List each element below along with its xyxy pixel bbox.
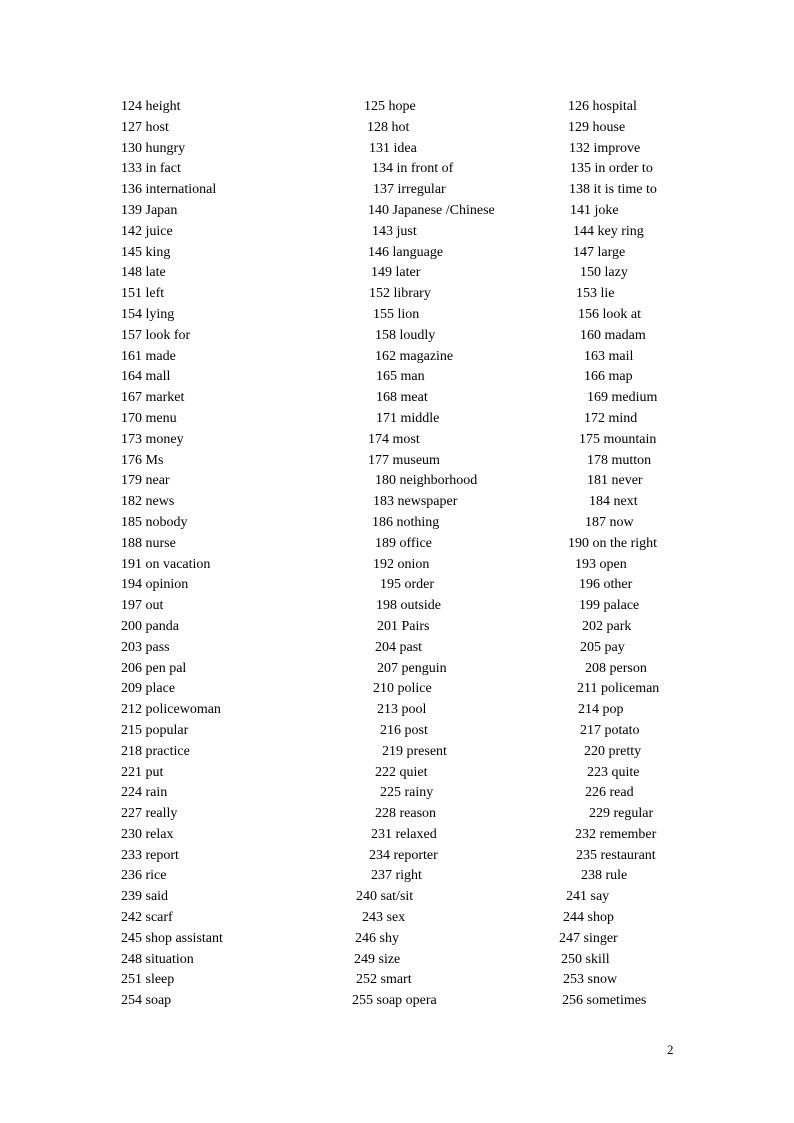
vocabulary-item: 156 look at <box>578 306 641 322</box>
word-row <box>0 263 794 284</box>
word-row <box>0 617 794 638</box>
word-row <box>0 679 794 700</box>
vocabulary-item: 218 practice <box>121 743 190 759</box>
vocabulary-item: 232 remember <box>575 826 657 842</box>
vocabulary-item: 237 right <box>371 868 422 884</box>
vocabulary-item: 140 Japanese /Chinese <box>368 202 495 218</box>
vocabulary-item: 168 meat <box>376 390 428 406</box>
word-row <box>0 451 794 472</box>
vocabulary-item: 248 situation <box>121 951 194 967</box>
vocabulary-item: 210 police <box>373 681 432 697</box>
vocabulary-item: 230 relax <box>121 826 174 842</box>
vocabulary-item: 148 late <box>121 265 166 281</box>
vocabulary-item: 214 pop <box>578 702 624 718</box>
vocabulary-item: 181 never <box>587 473 643 489</box>
vocabulary-item: 134 in front of <box>372 161 454 177</box>
word-row <box>0 180 794 201</box>
word-row <box>0 409 794 430</box>
vocabulary-item: 138 it is time to <box>569 182 657 198</box>
vocabulary-item: 242 scarf <box>121 910 173 926</box>
vocabulary-item: 244 shop <box>563 910 614 926</box>
word-row <box>0 159 794 180</box>
vocabulary-item: 166 map <box>584 369 633 385</box>
vocabulary-item: 245 shop assistant <box>121 930 223 946</box>
word-row <box>0 534 794 555</box>
vocabulary-item: 150 lazy <box>580 265 628 281</box>
vocabulary-item: 255 soap opera <box>352 993 437 1009</box>
word-row <box>0 659 794 680</box>
word-row <box>0 763 794 784</box>
vocabulary-item: 141 joke <box>570 202 619 218</box>
vocabulary-item: 172 mind <box>584 410 638 426</box>
word-row <box>0 700 794 721</box>
vocabulary-item: 146 language <box>368 244 444 260</box>
word-row <box>0 97 794 118</box>
vocabulary-item: 137 irregular <box>373 182 446 198</box>
vocabulary-item: 182 news <box>121 494 175 510</box>
vocabulary-item: 202 park <box>582 618 632 634</box>
vocabulary-item: 197 out <box>121 598 164 614</box>
word-row <box>0 846 794 867</box>
vocabulary-item: 152 library <box>369 286 431 302</box>
vocabulary-item: 183 newspaper <box>373 494 458 510</box>
vocabulary-item: 125 hope <box>364 99 416 114</box>
vocabulary-item: 184 next <box>589 494 638 510</box>
word-row <box>0 388 794 409</box>
vocabulary-item: 199 palace <box>579 598 640 614</box>
vocabulary-item: 124 height <box>121 99 181 114</box>
vocabulary-item: 133 in fact <box>121 161 181 177</box>
vocabulary-item: 246 shy <box>355 930 399 946</box>
vocabulary-item: 189 office <box>375 535 432 551</box>
vocabulary-item: 223 quite <box>587 764 640 780</box>
word-row <box>0 305 794 326</box>
word-row <box>0 555 794 576</box>
word-row <box>0 970 794 991</box>
word-row <box>0 243 794 264</box>
word-row <box>0 950 794 971</box>
vocabulary-item: 219 present <box>382 743 447 759</box>
vocabulary-item: 155 lion <box>373 306 420 322</box>
vocabulary-item: 194 opinion <box>121 577 189 593</box>
word-row <box>0 430 794 451</box>
word-row <box>0 222 794 243</box>
vocabulary-item: 254 soap <box>121 993 172 1009</box>
vocabulary-item: 203 pass <box>121 639 170 655</box>
vocabulary-item: 209 place <box>121 681 176 697</box>
vocabulary-item: 256 sometimes <box>562 993 647 1009</box>
vocabulary-item: 229 regular <box>589 806 654 822</box>
vocabulary-item: 243 sex <box>362 910 406 926</box>
vocabulary-item: 192 onion <box>373 556 430 572</box>
vocabulary-item: 161 made <box>121 348 176 364</box>
vocabulary-item: 249 size <box>354 951 401 967</box>
vocabulary-item: 250 skill <box>561 951 610 967</box>
vocabulary-item: 240 sat/sit <box>356 889 414 905</box>
vocabulary-list <box>0 97 794 1012</box>
vocabulary-item: 128 hot <box>367 119 410 135</box>
word-row <box>0 471 794 492</box>
vocabulary-item: 153 lie <box>576 286 615 302</box>
vocabulary-item: 253 snow <box>563 972 618 988</box>
vocabulary-item: 142 juice <box>121 223 173 239</box>
vocabulary-item: 179 near <box>121 473 170 489</box>
vocabulary-item: 177 museum <box>368 452 440 468</box>
vocabulary-item: 235 restaurant <box>576 847 656 863</box>
word-row <box>0 638 794 659</box>
vocabulary-item: 190 on the right <box>568 535 658 551</box>
vocabulary-item: 169 medium <box>587 390 658 406</box>
vocabulary-item: 147 large <box>573 244 626 260</box>
vocabulary-item: 170 menu <box>121 410 177 426</box>
vocabulary-item: 187 now <box>585 514 634 530</box>
word-row <box>0 513 794 534</box>
vocabulary-item: 191 on vacation <box>121 556 211 572</box>
word-row <box>0 825 794 846</box>
vocabulary-item: 215 popular <box>121 722 189 738</box>
vocabulary-item: 129 house <box>568 119 626 135</box>
vocabulary-item: 222 quiet <box>375 764 428 780</box>
word-row <box>0 492 794 513</box>
vocabulary-item: 167 market <box>121 390 185 406</box>
word-row <box>0 347 794 368</box>
vocabulary-item: 186 nothing <box>372 514 440 530</box>
vocabulary-item: 227 really <box>121 806 178 822</box>
vocabulary-item: 238 rule <box>581 868 628 884</box>
vocabulary-item: 195 order <box>380 577 435 593</box>
word-row <box>0 201 794 222</box>
word-row <box>0 887 794 908</box>
vocabulary-item: 132 improve <box>569 140 641 156</box>
vocabulary-item: 193 open <box>575 556 627 572</box>
page-number: 2 <box>667 1042 674 1057</box>
vocabulary-item: 151 left <box>121 286 165 302</box>
vocabulary-item: 217 potato <box>580 722 640 738</box>
vocabulary-item: 175 mountain <box>579 431 657 447</box>
vocabulary-item: 131 idea <box>369 140 417 156</box>
vocabulary-item: 200 panda <box>121 618 179 634</box>
word-row <box>0 742 794 763</box>
vocabulary-item: 216 post <box>380 722 428 738</box>
vocabulary-item: 239 said <box>121 889 169 905</box>
vocabulary-item: 158 loudly <box>375 327 436 343</box>
vocabulary-item: 247 singer <box>559 930 618 946</box>
vocabulary-item: 163 mail <box>584 348 634 364</box>
word-row <box>0 367 794 388</box>
vocabulary-item: 165 man <box>376 369 425 385</box>
vocabulary-item: 241 say <box>566 889 610 905</box>
vocabulary-item: 144 key ring <box>573 223 644 239</box>
vocabulary-item: 228 reason <box>375 806 437 822</box>
vocabulary-item: 174 most <box>368 431 420 447</box>
vocabulary-item: 225 rainy <box>380 785 434 801</box>
vocabulary-item: 160 madam <box>580 327 646 343</box>
word-row <box>0 721 794 742</box>
vocabulary-item: 176 Ms <box>121 452 164 468</box>
vocabulary-item: 251 sleep <box>121 972 175 988</box>
vocabulary-item: 171 middle <box>376 410 440 426</box>
vocabulary-item: 201 Pairs <box>377 618 430 634</box>
word-row <box>0 804 794 825</box>
vocabulary-item: 213 pool <box>377 702 427 718</box>
vocabulary-item: 130 hungry <box>121 140 186 156</box>
vocabulary-item: 212 policewoman <box>121 702 221 718</box>
vocabulary-item: 173 money <box>121 431 184 447</box>
vocabulary-item: 234 reporter <box>369 847 438 863</box>
vocabulary-item: 208 person <box>585 660 647 676</box>
word-row <box>0 908 794 929</box>
vocabulary-item: 206 pen pal <box>121 660 187 676</box>
vocabulary-item: 211 policeman <box>577 681 660 697</box>
vocabulary-item: 180 neighborhood <box>375 473 478 489</box>
vocabulary-item: 135 in order to <box>570 161 653 177</box>
vocabulary-item: 207 penguin <box>377 660 447 676</box>
vocabulary-item: 154 lying <box>121 306 175 322</box>
vocabulary-item: 126 hospital <box>568 99 637 114</box>
vocabulary-item: 127 host <box>121 119 169 135</box>
vocabulary-item: 220 pretty <box>584 743 642 759</box>
word-row <box>0 783 794 804</box>
vocabulary-item: 185 nobody <box>121 514 188 530</box>
vocabulary-item: 204 past <box>375 639 423 655</box>
vocabulary-item: 231 relaxed <box>371 826 437 842</box>
word-row <box>0 866 794 887</box>
vocabulary-item: 198 outside <box>376 598 441 614</box>
vocabulary-item: 205 pay <box>580 639 625 655</box>
word-row <box>0 118 794 139</box>
word-row <box>0 284 794 305</box>
word-row <box>0 326 794 347</box>
word-row <box>0 139 794 160</box>
vocabulary-item: 149 later <box>371 265 421 281</box>
vocabulary-item: 164 mall <box>121 369 171 385</box>
word-row <box>0 575 794 596</box>
word-row <box>0 991 794 1012</box>
vocabulary-item: 252 smart <box>356 972 412 988</box>
vocabulary-item: 233 report <box>121 847 179 863</box>
word-row <box>0 929 794 950</box>
vocabulary-item: 178 mutton <box>587 452 652 468</box>
vocabulary-item: 139 Japan <box>121 202 178 218</box>
vocabulary-item: 136 international <box>121 182 217 198</box>
vocabulary-item: 236 rice <box>121 868 167 884</box>
vocabulary-item: 221 put <box>121 764 164 780</box>
vocabulary-item: 143 just <box>372 223 417 239</box>
vocabulary-item: 162 magazine <box>375 348 454 364</box>
vocabulary-item: 188 nurse <box>121 535 176 551</box>
word-row <box>0 596 794 617</box>
vocabulary-item: 196 other <box>579 577 633 593</box>
vocabulary-item: 145 king <box>121 244 171 260</box>
vocabulary-item: 226 read <box>585 785 634 801</box>
vocabulary-item: 224 rain <box>121 785 168 801</box>
vocabulary-item: 157 look for <box>121 327 191 343</box>
